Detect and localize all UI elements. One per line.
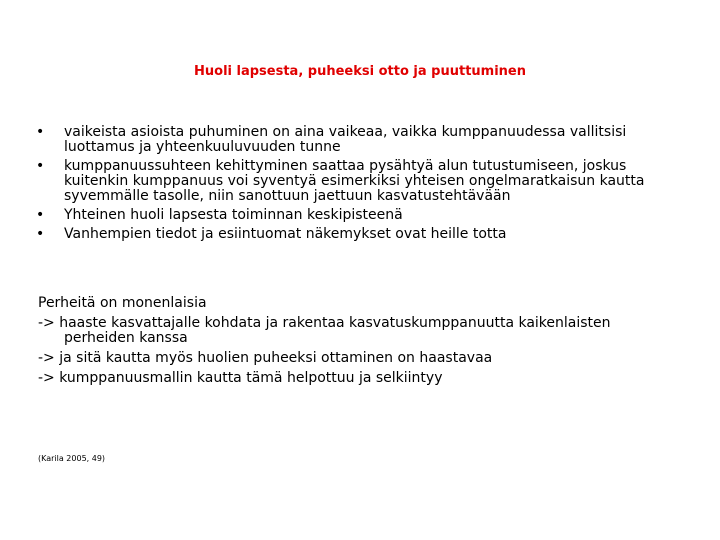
bullet-icon: • — [36, 124, 45, 140]
list-item — [36, 208, 686, 223]
paragraph-line-text: -> haaste kasvattajalle kohdata ja rakentaa kasvatuskumppanuutta kaikenlaisten — [38, 315, 611, 331]
bullet-text: Yhteinen huoli lapsesta toiminnan keskipisteenä — [64, 207, 403, 223]
list-item — [36, 125, 686, 155]
body-paragraph — [38, 296, 698, 391]
bullet-text: Vanhempien tiedot ja esiintuomat näkemykset ovat heille totta — [64, 226, 507, 242]
citation: (Karila 2005, 49) — [38, 454, 106, 463]
page-title: Huoli lapsesta, puheeksi otto ja puuttuminen — [194, 64, 526, 79]
bullet-text: vaikeista asioista puhuminen on aina vaikeaa, vaikka kumppanuudessa vallitsisi luottamus ja yhteenkuuluvuuden tunne — [64, 124, 627, 155]
bullet-icon: • — [36, 207, 45, 223]
list-item — [36, 227, 686, 242]
list-item — [36, 159, 686, 204]
paragraph-line-continuation: perheiden kanssa — [64, 330, 188, 346]
bullet-list — [36, 125, 686, 246]
bullet-icon: • — [36, 226, 45, 242]
bullet-text: kumppanuussuhteen kehittyminen saattaa pysähtyä alun tutustumiseen, joskus kuitenkin kumppanuus voi syventyä esimerkiksi yhteisen ongelmaratkaisun kautta syvemmälle tasolle, niin sanottuun jaettuun kasvatustehtävään — [64, 158, 645, 204]
paragraph-line: -> kumppanuusmallin kautta tämä helpottuu ja selkiintyy — [38, 370, 443, 386]
paragraph-line: -> ja sitä kautta myös huolien puheeksi ottaminen on haastavaa — [38, 350, 493, 366]
paragraph-line: Perheitä on monenlaisia — [38, 295, 207, 311]
paragraph-line — [38, 316, 698, 346]
bullet-icon: • — [36, 158, 45, 174]
